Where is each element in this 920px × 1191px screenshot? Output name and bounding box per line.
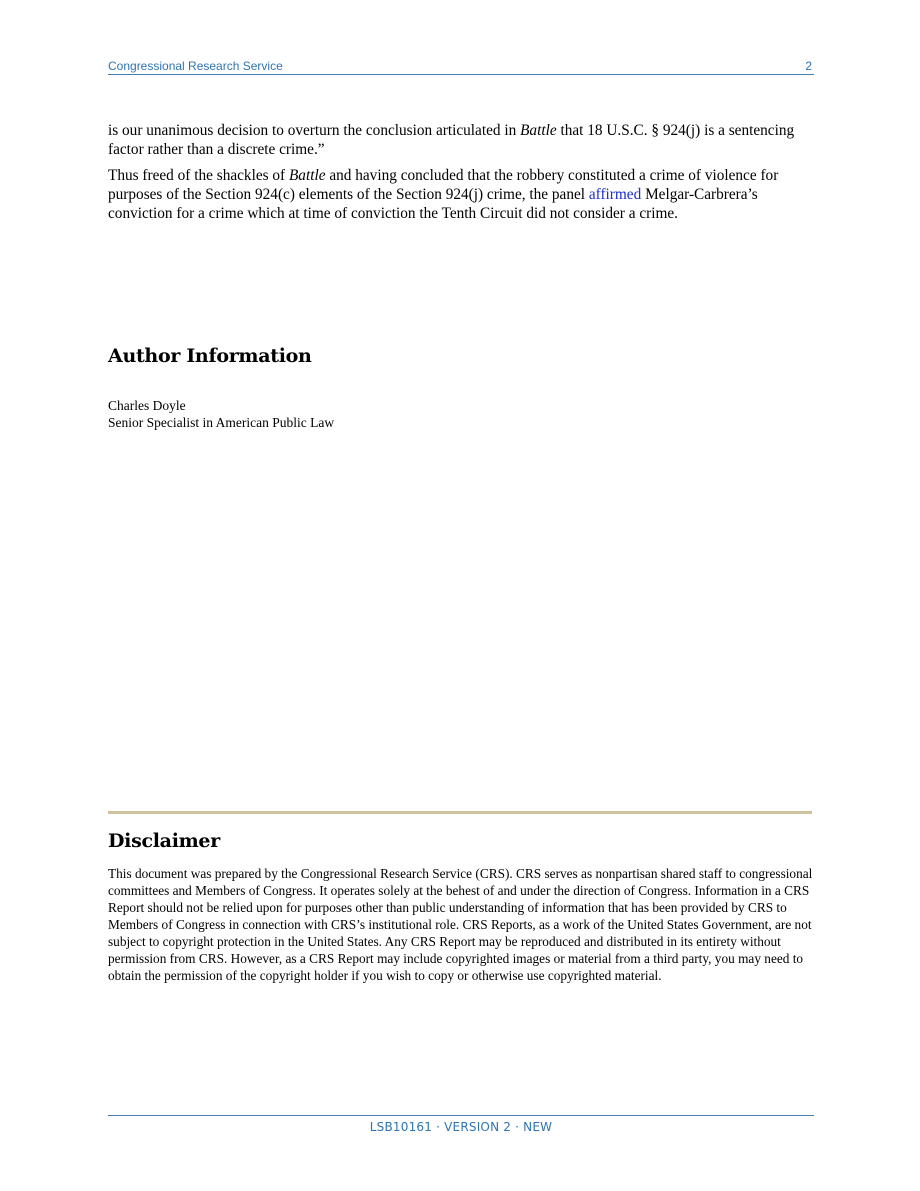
paragraph-text: is our unanimous decision to overturn the conclusion articulated in xyxy=(108,122,521,139)
affirmed-link[interactable]: affirmed xyxy=(588,186,642,203)
body-text xyxy=(108,121,818,223)
page-footer: LSB10161 · VERSION 2 · NEW xyxy=(369,1120,553,1134)
header-organization: Congressional Research Service xyxy=(108,59,283,73)
case-name: Battle xyxy=(288,167,326,184)
author-title: Senior Specialist in American Public Law xyxy=(108,415,335,430)
paragraph-text: Thus freed of the shackles of xyxy=(108,167,289,184)
page-number: 2 xyxy=(805,59,812,73)
author-name: Charles Doyle xyxy=(108,398,186,413)
paragraph-text: and having concluded that the robbery constituted a crime of violence for purposes of the Section 924(c) elements of the Section 924(j) crime, the panel xyxy=(108,167,779,203)
paragraph-text: Melgar-Carbrera’s conviction for a crime which at time of conviction the Tenth Circuit did not consider a crime. xyxy=(108,186,758,222)
disclaimer-text: This document was prepared by the Congressional Research Service (CRS). CRS serves as nonpartisan shared staff to congressional committees and Members of Congress. It operates solely at the behest of and under the direction of Congress. Information in a CRS Report should not be relied upon for purposes other than public understanding of information that has been provided by CRS to Members of Congress in connection with CRS’s institutional role. CRS Reports, as a work of the United States Government, are not subject to copyright protection in the United States. Any CRS Report may be reproduced and distributed in its entirety without permission from CRS. However, as a CRS Report may include copyrighted images or material from a third party, you may need to obtain the permission of the copyright holder if you wish to copy or otherwise use copyrighted material. xyxy=(108,866,813,983)
author-block xyxy=(108,397,334,431)
disclaimer-heading: Disclaimer xyxy=(108,830,220,852)
paragraph xyxy=(108,121,818,159)
footer-divider xyxy=(108,1115,814,1116)
section-divider xyxy=(108,811,812,814)
author-information-heading: Author Information xyxy=(108,345,312,367)
paragraph xyxy=(108,166,818,223)
case-name: Battle xyxy=(520,122,557,139)
page-header xyxy=(108,57,814,75)
paragraph-text: that 18 U.S.C. § 924(j) is a sentencing factor rather than a discrete crime.” xyxy=(108,122,795,158)
